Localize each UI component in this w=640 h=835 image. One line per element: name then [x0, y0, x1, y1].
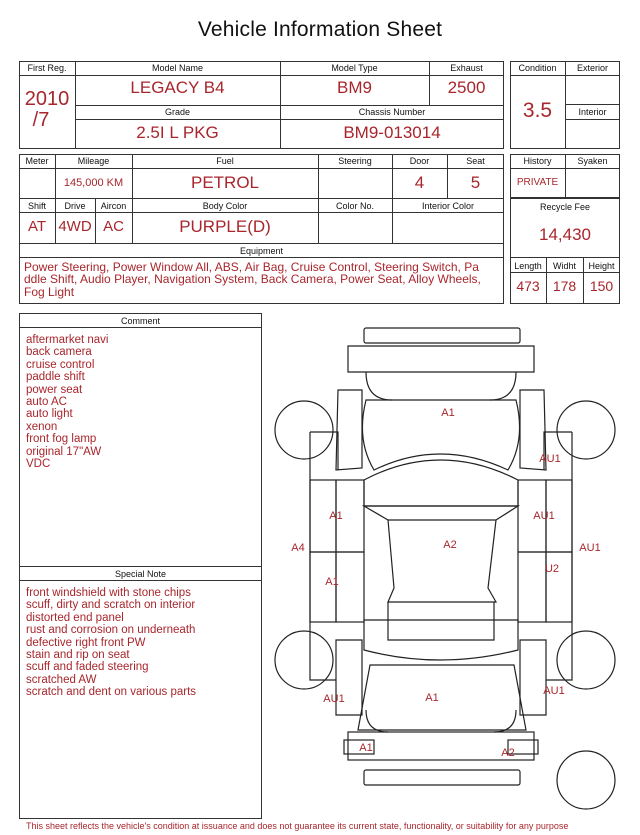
list-item: auto AC: [26, 396, 67, 409]
seat-value: 5: [470, 173, 481, 192]
width-label: Widht: [552, 261, 576, 271]
history-label: History: [523, 156, 552, 166]
damage-mark-roof: A2: [443, 539, 457, 551]
page-title: Vehicle Information Sheet: [197, 18, 443, 41]
special-note-list: [26, 587, 196, 699]
damage-mark-right-side: AU1: [579, 542, 601, 554]
equipment-list: [24, 261, 481, 298]
comment-label: Comment: [120, 316, 160, 326]
interior-color-label: Interior Color: [421, 201, 475, 211]
condition-label: Condition: [518, 63, 557, 73]
history-value: PRIVATE: [516, 177, 559, 188]
damage-mark-right-rear-fender: AU1: [543, 685, 565, 697]
meter-label: Meter: [25, 156, 49, 166]
list-item: scratched AW: [26, 673, 97, 686]
body-color-value: PURPLE(D): [179, 217, 271, 236]
list-item: back camera: [26, 346, 92, 359]
chassis-value: BM9-013014: [343, 123, 441, 142]
equipment-line: ddle Shift, Audio Player, Navigation System, Back Camera, Power Seat, Alloy Wheels,: [24, 272, 481, 287]
comment-list: [26, 334, 108, 470]
list-item: power seat: [26, 383, 83, 396]
drive-label: Drive: [64, 201, 86, 211]
damage-mark-left-rear-door: A1: [325, 576, 339, 588]
list-item: aftermarket navi: [26, 334, 109, 346]
door-label: Door: [409, 156, 430, 166]
length-value: 473: [516, 278, 540, 294]
width-value: 178: [552, 278, 577, 294]
damage-mark-left-side: A4: [291, 542, 305, 554]
list-item: auto light: [26, 408, 73, 421]
drive-value: 4WD: [58, 218, 92, 235]
condition-value: 3.5: [522, 99, 553, 122]
equipment-line: Fog Light: [24, 284, 75, 299]
model-type-value: BM9: [337, 78, 372, 97]
first-reg-month: /7: [32, 109, 50, 131]
model-type-label: Model Type: [331, 63, 378, 73]
shift-label: Shift: [27, 201, 46, 211]
mileage-value: 145,000 KM: [63, 177, 124, 189]
damage-mark-right-rear-door: U2: [544, 563, 560, 575]
fuel-value: PETROL: [190, 173, 260, 192]
seat-label: Seat: [466, 156, 485, 166]
list-item: scuff, dirty and scratch on interior: [26, 599, 196, 612]
list-item: stain and rip on seat: [26, 649, 130, 662]
exhaust-value: 2500: [447, 78, 486, 97]
damage-mark-rear-bumper-left: A1: [359, 742, 373, 754]
damage-mark-front-right-fender: AU1: [539, 453, 561, 465]
shift-value: AT: [27, 218, 47, 235]
list-item: VDC: [26, 458, 51, 471]
fuel-label: Fuel: [216, 156, 234, 166]
grade-label: Grade: [164, 107, 190, 117]
list-item: front fog lamp: [26, 433, 97, 446]
syaken-label: Syaken: [577, 156, 608, 166]
height-value: 150: [589, 278, 614, 294]
list-item: distorted end panel: [26, 611, 124, 624]
damage-mark-hood: A1: [441, 407, 455, 419]
door-value: 4: [414, 173, 425, 192]
equipment-line: Power Steering, Power Window All, ABS, Air Bag, Cruise Control, Steering Switch, Pa: [24, 260, 479, 274]
first-reg-year: 2010: [24, 88, 70, 110]
list-item: scratch and dent on various parts: [26, 686, 197, 699]
aircon-value: AC: [103, 218, 124, 235]
damage-mark-left-rear-fender: AU1: [323, 693, 345, 705]
list-item: front windshield with stone chips: [26, 587, 191, 599]
damage-mark-left-front-door: A1: [329, 510, 343, 522]
list-item: xenon: [26, 420, 58, 433]
interior-label: Interior: [578, 107, 607, 117]
chassis-label: Chassis Number: [358, 107, 426, 117]
equipment-label: Equipment: [239, 246, 284, 256]
steering-label: Steering: [338, 156, 372, 166]
grade-value: 2.5I L PKG: [136, 123, 219, 142]
recycle-fee-value: 14,430: [539, 225, 591, 244]
length-label: Length: [514, 261, 542, 271]
special-note-label: Special Note: [114, 569, 167, 579]
list-item: defective right front PW: [26, 636, 146, 649]
list-item: cruise control: [26, 358, 95, 371]
list-item: rust and corrosion on underneath: [26, 624, 196, 637]
mileage-label: Mileage: [77, 156, 110, 166]
exterior-label: Exterior: [576, 63, 608, 73]
color-no-label: Color No.: [335, 201, 374, 211]
body-color-label: Body Color: [202, 201, 248, 211]
model-name-label: Model Name: [151, 63, 204, 73]
list-item: scuff and faded steering: [26, 661, 149, 674]
damage-mark-trunk: A1: [425, 692, 439, 704]
exhaust-label: Exhaust: [450, 63, 483, 73]
recycle-fee-label: Recycle Fee: [539, 202, 591, 212]
damage-mark-rear-bumper-right: A2: [501, 747, 515, 759]
list-item: paddle shift: [26, 371, 85, 384]
list-item: original 17"AW: [26, 445, 102, 458]
height-label: Height: [588, 261, 615, 271]
damage-mark-right-front-door: AU1: [533, 510, 555, 522]
disclaimer-footer: This sheet reflects the vehicle's condition at issuance and does not guarantee its current state, functionality, or suitability for any purpose: [26, 821, 569, 831]
model-name-value: LEGACY B4: [130, 78, 225, 97]
aircon-label: Aircon: [100, 201, 127, 211]
vehicle-damage-diagram: [270, 320, 620, 820]
first-reg-label: First Reg.: [27, 63, 67, 73]
